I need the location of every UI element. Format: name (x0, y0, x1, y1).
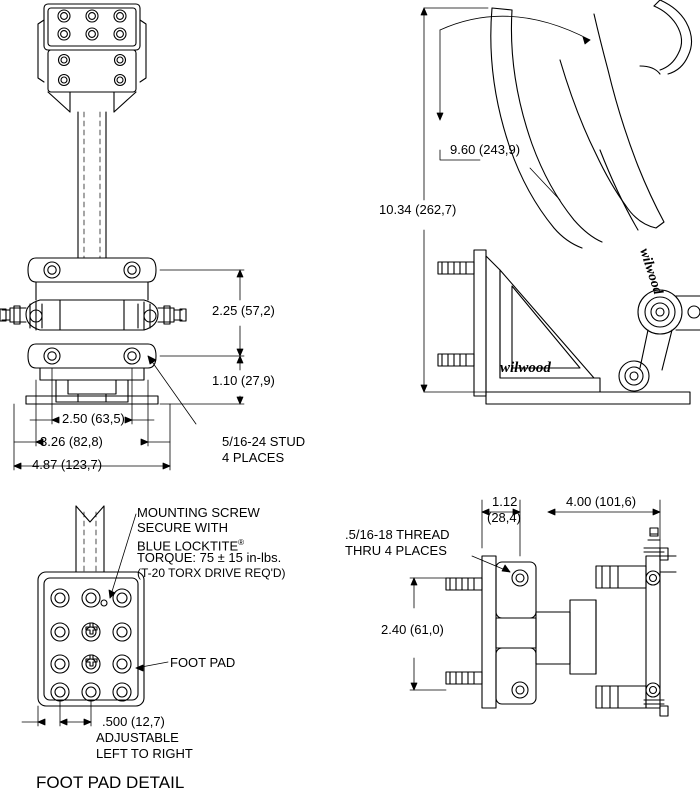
side-view-dimension-lines (421, 8, 590, 392)
blue-locktite-text: BLUE LOCKTITE (137, 538, 239, 554)
callout-thread-line2: THRU 4 PLACES (345, 543, 447, 558)
dimension-500-line3: LEFT TO RIGHT (96, 746, 193, 761)
dimension-9-60: 9.60 (243,9) (450, 142, 521, 157)
callout-mounting-screw-line2: SECURE WITH (137, 520, 228, 535)
callout-foot-pad: FOOT PAD (170, 655, 236, 670)
svg-text:wilwood: wilwood (636, 246, 666, 297)
dimension-500-line1: .500 (12,7) (102, 714, 165, 729)
dimension-1-10: 1.10 (27,9) (212, 373, 275, 388)
dimension-500-line2: ADJUSTABLE (96, 730, 179, 745)
dimension-4-00: 4.00 (101,6) (566, 494, 637, 509)
torque-value-text: TORQUE: 75 ± 15 (137, 550, 247, 565)
dimension-2-25: 2.25 (57,2) (212, 303, 275, 318)
front-view-top-bracket (38, 4, 146, 112)
dimension-10-34: 10.34 (262,7) (379, 202, 457, 217)
front-view-clevis-assembly (0, 300, 186, 330)
callout-stud-line2: 4 PLACES (222, 450, 285, 465)
foot-pad-detail-title: FOOT PAD DETAIL (36, 773, 185, 792)
registered-mark: ® (238, 538, 245, 547)
dimension-3-26: 3.26 (82,8) (40, 434, 103, 449)
callout-mounting-screw-line4 (137, 550, 281, 565)
dimension-4-87: 4.87 (123,7) (32, 457, 103, 472)
callout-mounting-screw-line1: MOUNTING SCREW (137, 505, 260, 520)
callout-mounting-screw-line5: (T-20 TORX DRIVE REQ'D) (137, 566, 286, 580)
dimension-1-12-line1: 1.12 (492, 494, 518, 509)
front-view-lower-mount (28, 344, 156, 368)
front-view-upper-mount (28, 258, 156, 300)
side-view-assembly (438, 0, 700, 404)
svg-text:wilwood: wilwood (500, 360, 551, 376)
front-view-base-bracket (26, 368, 158, 404)
front-view-pedal-arm (78, 112, 106, 258)
brand-mark-group (500, 247, 665, 376)
top-view-assembly (446, 528, 676, 716)
torque-unit-text: in-lbs. (246, 550, 282, 565)
foot-pad-detail-assembly (38, 506, 144, 706)
dimension-2-50: 2.50 (63,5) (62, 411, 125, 426)
dimension-2-40: 2.40 (61,0) (381, 622, 444, 637)
callout-thread-line1: .5/16-18 THREAD (345, 527, 450, 542)
callout-stud-line1: 5/16-24 STUD (222, 434, 306, 449)
dimension-1-12-line2: (28,4) (487, 510, 521, 525)
